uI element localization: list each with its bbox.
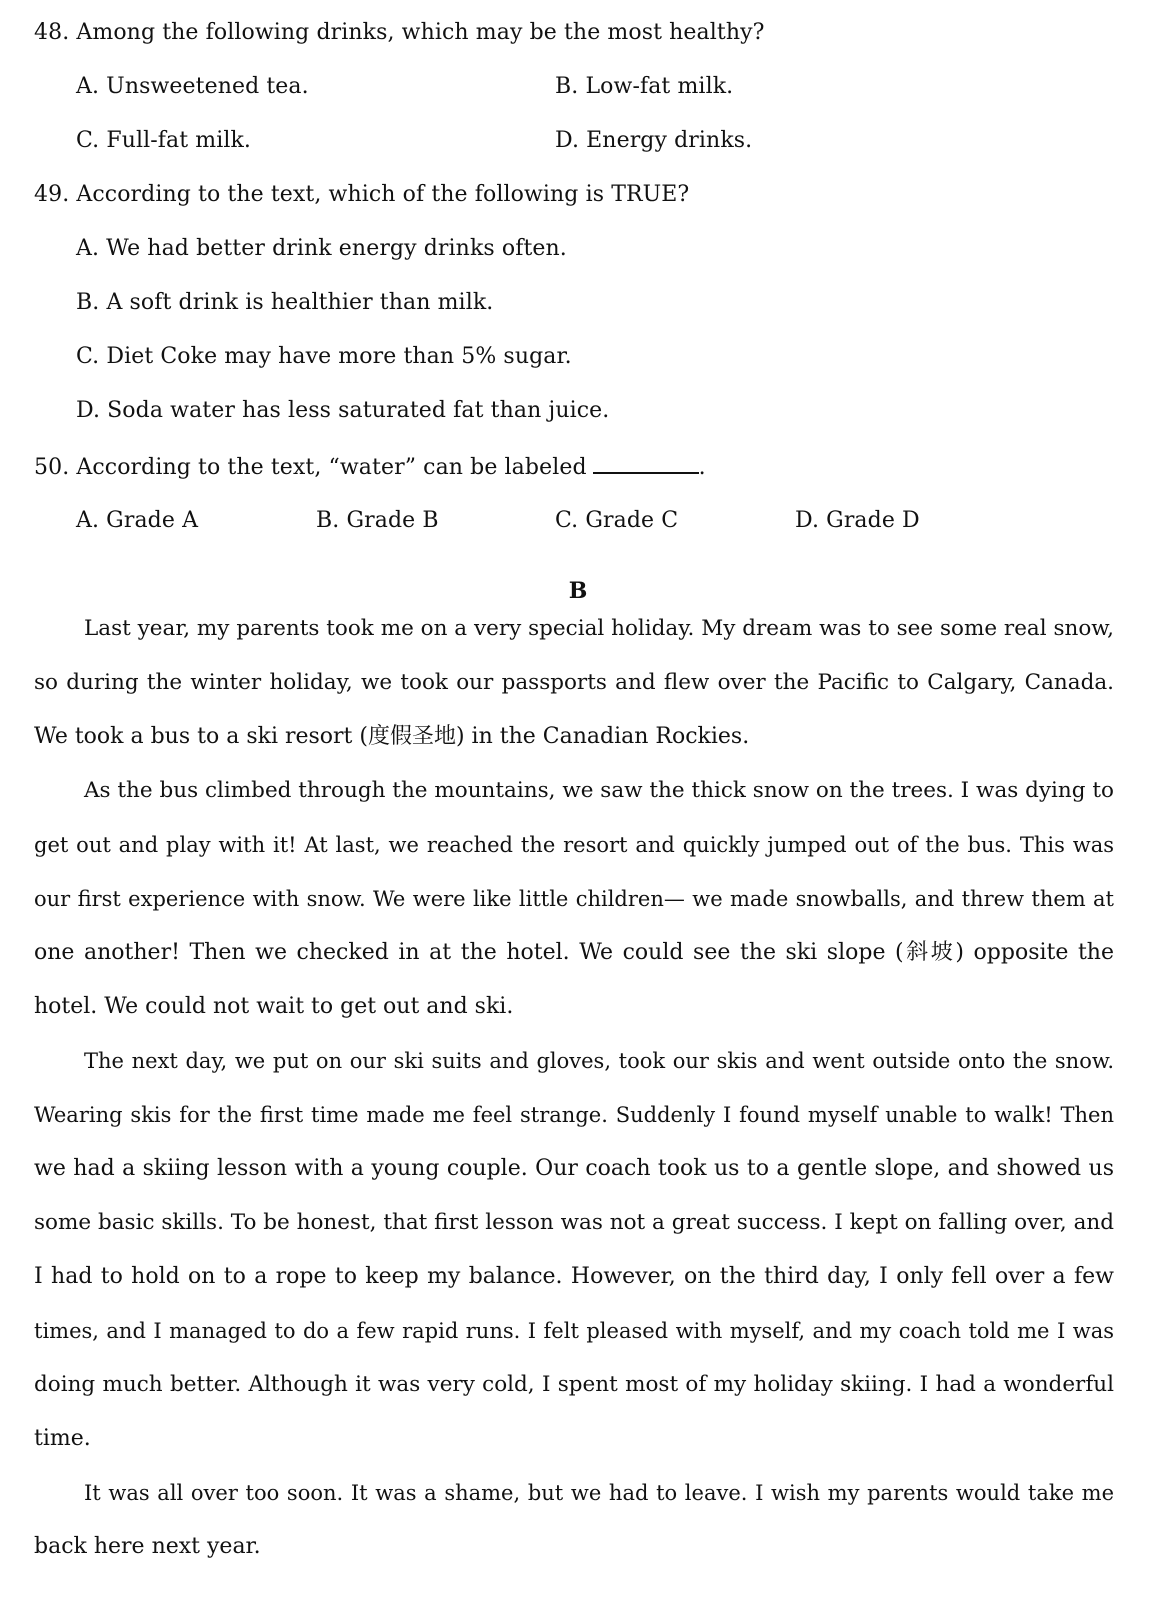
passage-line: Last year, my parents took me on a very special holiday. My dream was to see some real snow, — [84, 616, 1114, 641]
question-50-stem-text: 50. According to the text, “water” can be labeled — [34, 455, 587, 480]
question-48-option-a: A. Unsweetened tea. — [76, 74, 309, 99]
question-48-option-d: D. Energy drinks. — [555, 128, 753, 153]
passage-line: We took a bus to a ski resort (度假圣地) in the Canadian Rockies. — [34, 724, 750, 749]
question-50-option-c: C. Grade C — [555, 508, 679, 533]
passage-line: hotel. We could not wait to get out and ski. — [34, 994, 514, 1019]
question-48-stem: 48. Among the following drinks, which may be the most healthy? — [34, 20, 765, 45]
question-50-stem — [34, 452, 706, 483]
passage-line: we had a skiing lesson with a young couple. Our coach took us to a gentle slope, and showed us — [34, 1156, 1114, 1181]
passage-line: so during the winter holiday, we took our passports and flew over the Pacific to Calgary, Canada. — [34, 670, 1114, 695]
question-50-stem-end: . — [698, 455, 706, 480]
passage-line: one another! Then we checked in at the hotel. We could see the ski slope (斜坡) opposite the — [34, 940, 1114, 965]
passage-line: I had to hold on to a rope to keep my balance. However, on the third day, I only fell over a few — [34, 1264, 1114, 1289]
question-49-option-a: A. We had better drink energy drinks often. — [76, 236, 567, 261]
section-title: B — [568, 578, 588, 604]
passage-line: The next day, we put on our ski suits and gloves, took our skis and went outside onto the snow. — [84, 1049, 1114, 1073]
question-49-option-d: D. Soda water has less saturated fat than juice. — [76, 398, 610, 423]
passage-line: time. — [34, 1426, 91, 1451]
question-50-option-a: A. Grade A — [76, 508, 199, 533]
passage-line: doing much better. Although it was very cold, I spent most of my holiday skiing. I had a wonderful — [34, 1372, 1114, 1397]
passage-line: back here next year. — [34, 1534, 261, 1559]
question-49-option-c: C. Diet Coke may have more than 5% sugar. — [76, 344, 572, 369]
answer-blank — [593, 452, 699, 474]
passage-line: our first experience with snow. We were like little children— we made snowballs, and threw them at — [34, 887, 1114, 911]
question-48-option-c: C. Full-fat milk. — [76, 128, 252, 153]
passage-line: get out and play with it! At last, we reached the resort and quickly jumped out of the bus. This was — [34, 833, 1114, 857]
question-48-option-b: B. Low-fat milk. — [555, 74, 734, 99]
question-50-option-d: D. Grade D — [795, 508, 920, 533]
question-50-option-b: B. Grade B — [316, 508, 439, 533]
passage-line: times, and I managed to do a few rapid runs. I felt pleased with myself, and my coach told me I was — [34, 1319, 1114, 1343]
passage-line: some basic skills. To be honest, that first lesson was not a great success. I kept on falling over, and — [34, 1210, 1114, 1235]
passage-line: It was all over too soon. It was a shame, but we had to leave. I wish my parents would take me — [84, 1481, 1114, 1505]
question-49-stem: 49. According to the text, which of the following is TRUE? — [34, 182, 690, 207]
passage-line: As the bus climbed through the mountains, we saw the thick snow on the trees. I was dying to — [84, 778, 1114, 803]
question-49-option-b: B. A soft drink is healthier than milk. — [76, 290, 494, 315]
passage-line: Wearing skis for the first time made me feel strange. Suddenly I found myself unable to walk! Then — [34, 1103, 1114, 1127]
